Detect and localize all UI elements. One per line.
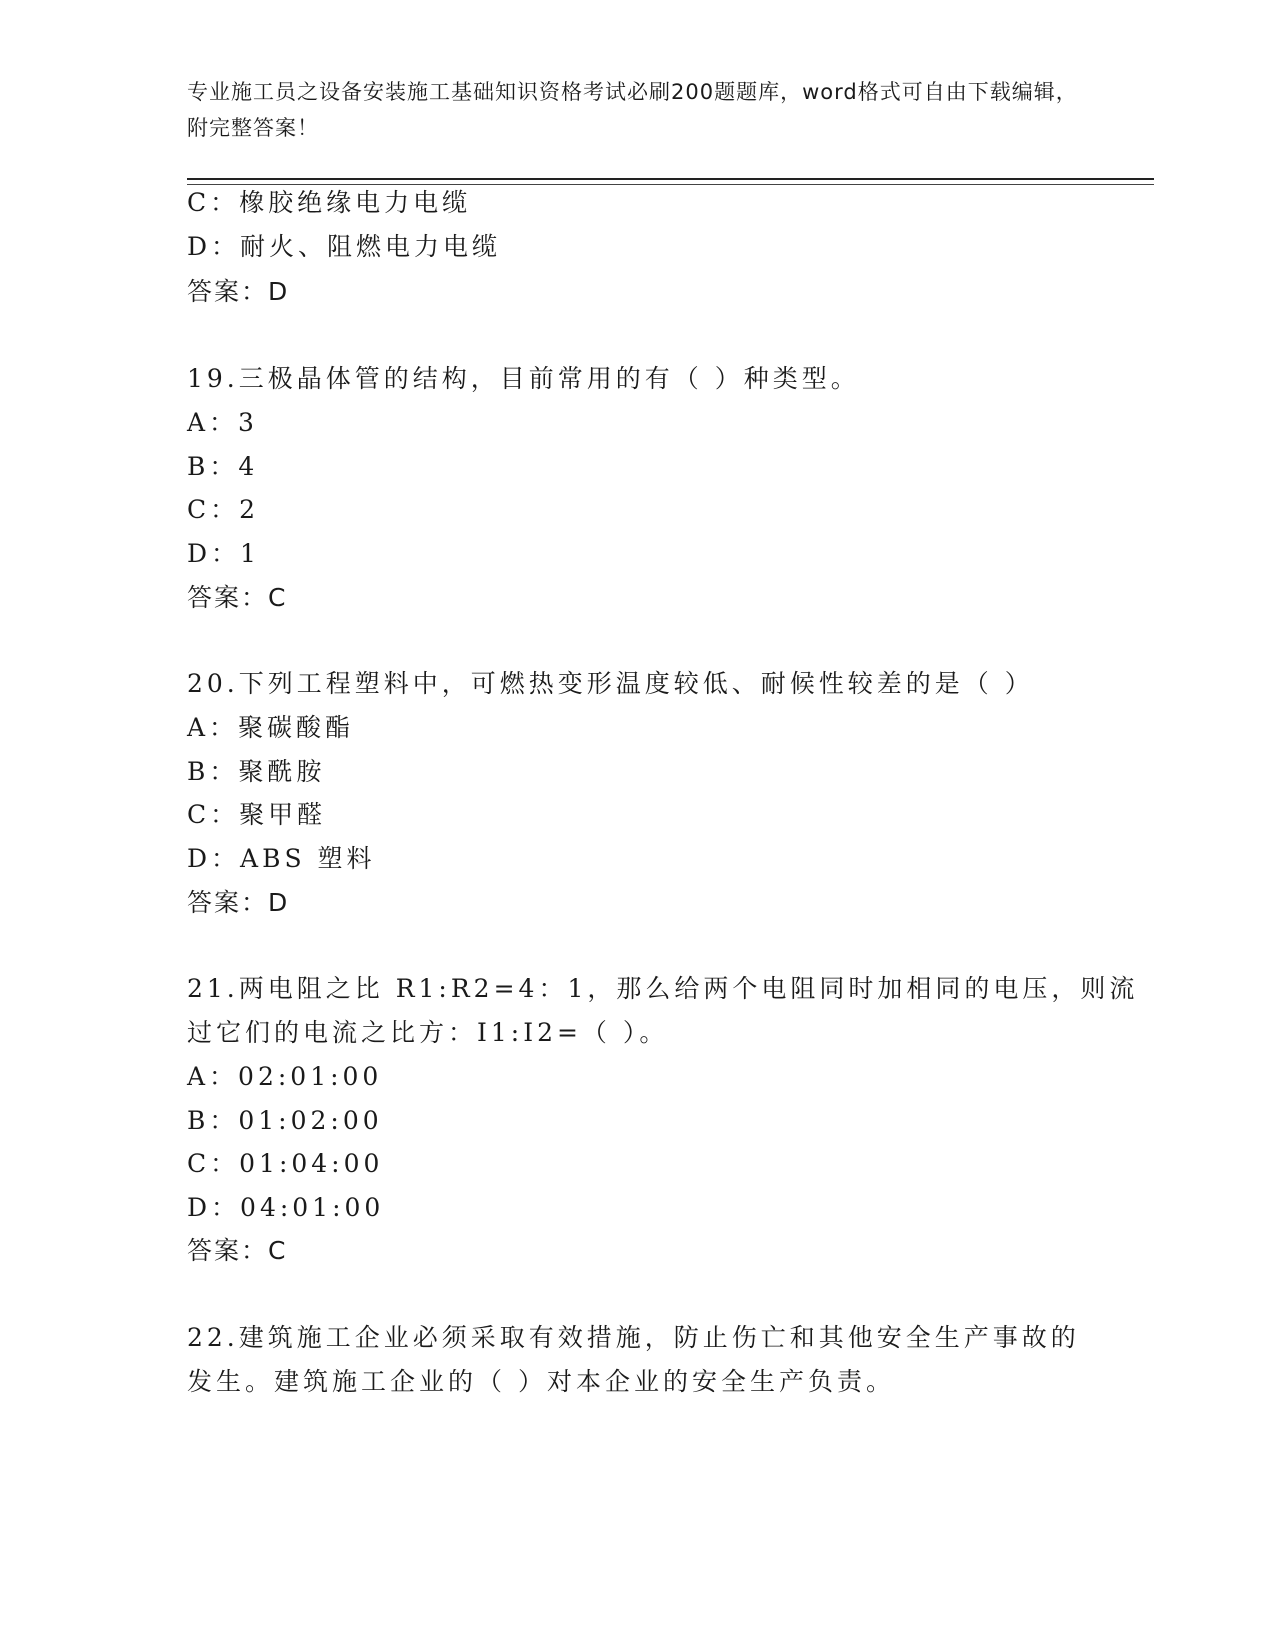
q22-stem-line1: 22.建筑施工企业必须采取有效措施，防止伤亡和其他安全生产事故的	[187, 1323, 1080, 1352]
q20-option-b: B：聚酰胺	[187, 757, 326, 786]
q19-option-c: C：2	[187, 495, 260, 524]
q21-option-a: A：02:01:00	[187, 1062, 383, 1091]
header-divider-thin	[187, 184, 1154, 185]
prev-answer: 答案：D	[187, 277, 290, 306]
q22-stem-line2: 发生。建筑施工企业的（ ）对本企业的安全生产负责。	[187, 1367, 895, 1396]
q21-answer: 答案：C	[187, 1236, 288, 1265]
q21-option-b: B：01:02:00	[187, 1106, 383, 1135]
q19-answer: 答案：C	[187, 583, 288, 612]
document-header: 专业施工员之设备安装施工基础知识资格考试必刷200题题库，word格式可自由下载编辑，附完整答案！	[187, 80, 1078, 140]
header-divider	[187, 178, 1154, 180]
q20-stem: 20.下列工程塑料中，可燃热变形温度较低、耐候性较差的是（ ）	[187, 669, 1034, 698]
prev-option-c: C：橡胶绝缘电力电缆	[187, 188, 472, 217]
q19-option-a: A：3	[187, 408, 258, 437]
q19-stem: 19.三极晶体管的结构，目前常用的有（ ）种类型。	[187, 364, 860, 393]
prev-option-d: D：耐火、阻燃电力电缆	[187, 232, 502, 261]
q20-option-a: A：聚碳酸酯	[187, 713, 355, 742]
q20-answer: 答案：D	[187, 888, 290, 917]
q19-option-b: B：4	[187, 452, 259, 481]
q19-option-d: D：1	[187, 539, 260, 568]
q21-option-d: D：04:01:00	[187, 1193, 385, 1222]
q20-option-d: D：ABS 塑料	[187, 844, 376, 873]
q20-option-c: C：聚甲醛	[187, 800, 327, 829]
q21-stem-line1: 21.两电阻之比 R1:R2=4：1，那么给两个电阻同时加相同的电压，则流	[187, 974, 1139, 1003]
q21-option-c: C：01:04:00	[187, 1149, 384, 1178]
q21-stem-line2: 过它们的电流之比方：I1:I2=（ ）。	[187, 1018, 669, 1047]
